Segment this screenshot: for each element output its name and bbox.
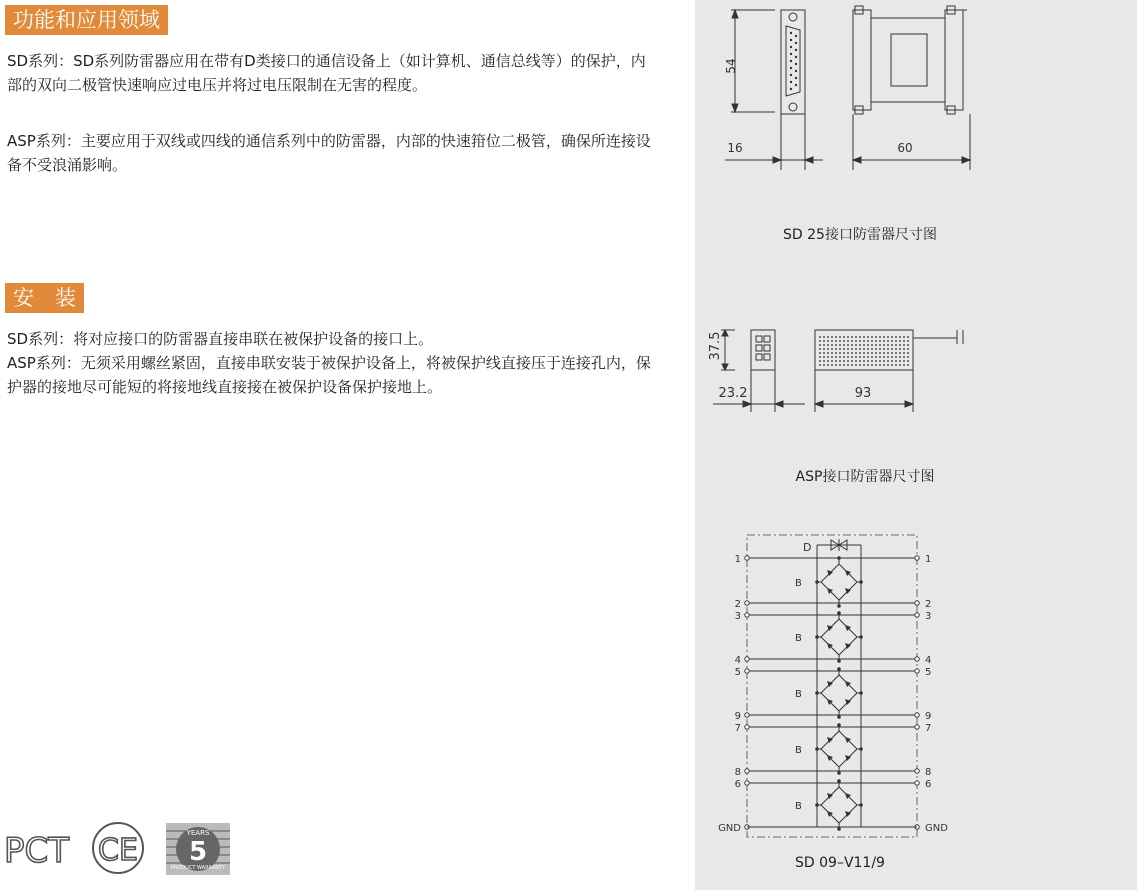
- pin-terminal-right: [915, 657, 919, 661]
- asp-width-dim2: 93: [854, 386, 872, 401]
- pin-label-right: 9: [925, 711, 932, 722]
- pct-logo-text: PCT: [4, 831, 70, 871]
- pin-terminal-right: [915, 781, 919, 785]
- pin-terminal-left: [745, 669, 749, 673]
- pin-label-right: 1: [925, 554, 932, 565]
- sd09-circuit-diagram: [695, 525, 1137, 850]
- asp-height-dim: 37.5: [708, 331, 723, 361]
- pin-label-left: 4: [734, 655, 741, 666]
- pin-terminal-right: [915, 725, 919, 729]
- asp-dimension-drawing: [695, 320, 1137, 420]
- enclosure-outline: [747, 535, 917, 837]
- warranty-years-number: 5: [188, 837, 208, 867]
- pin-label-left: 9: [734, 711, 741, 722]
- sd-series-description: SD系列：SD系列防雷器应用在带有D类接口的通信设备上（如计算机、通信总线等）的保护，内部的双向二极管快速响应过电压并将过电压限制在无害的程度。: [7, 52, 646, 94]
- circuit-caption: SD 09–V11/9: [795, 855, 885, 871]
- sd25-width-dim2: 60: [897, 141, 913, 155]
- pin-label-right: 2: [925, 599, 932, 610]
- pin-label-right: 8: [925, 767, 932, 778]
- pin-terminal-right: [915, 613, 919, 617]
- pin-label-right: 5: [925, 667, 932, 678]
- section-title-installation: 安 装: [5, 283, 84, 313]
- pin-terminal-left: [745, 769, 749, 773]
- pin-terminal-right: [915, 556, 919, 560]
- pin-terminal-left: [745, 601, 749, 605]
- pin-terminal-left: [745, 613, 749, 617]
- diode-bridge: [821, 564, 857, 600]
- sd25-width-dim1: 16: [727, 141, 743, 155]
- ce-logo-text: CE: [98, 833, 138, 868]
- pin-terminal-left: [745, 713, 749, 717]
- certification-logos: [0, 815, 240, 880]
- pin-label-left: 7: [734, 723, 741, 734]
- asp-caption: ASP接口防雷器尺寸图: [795, 469, 935, 485]
- pin-label-left: 6: [734, 779, 741, 790]
- sd25-height-dim: 54: [724, 58, 738, 74]
- pin-terminal-left: [745, 556, 749, 560]
- pin-label-left: 5: [734, 667, 741, 678]
- pin-label-left: 2: [734, 599, 741, 610]
- pin-terminal-right: [915, 601, 919, 605]
- pin-label-left: GND: [718, 823, 741, 834]
- pin-terminal-right: [915, 713, 919, 717]
- warranty-logo: [166, 823, 230, 875]
- bridge-label: B: [795, 689, 802, 700]
- bridge-label: B: [795, 745, 802, 756]
- pin-label-left: 3: [734, 611, 741, 622]
- pin-terminal-left: [745, 725, 749, 729]
- diode-label: D: [803, 541, 812, 554]
- asp-series-description: ASP系列：主要应用于双线或四线的通信系列中的防雷器，内部的快速箝位二极管，确保所连接设备不受浪涌影响。: [7, 132, 651, 174]
- pin-label-right: 4: [925, 655, 932, 666]
- pct-logo: [4, 831, 69, 871]
- asp-series-installation: ASP系列：无须采用螺丝紧固，直接串联安装于被保护设备上，将被保护线直接压于连接孔内，保护器的接地尽可能短的将接地线直接接在被保护设备保护接地上。: [7, 354, 651, 396]
- sd-series-installation: SD系列：将对应接口的防雷器直接串联在被保护设备的接口上。: [7, 330, 434, 348]
- sd25-dimension-drawing: [695, 0, 1137, 200]
- pin-terminal-left: [745, 781, 749, 785]
- pin-label-left: 1: [734, 554, 741, 565]
- warranty-caption: PRODUCT WARRANTY: [170, 865, 226, 871]
- bridge-label: B: [795, 578, 802, 589]
- ce-logo: [93, 823, 143, 873]
- pin-label-right: GND: [925, 823, 948, 834]
- diode-bridge: [821, 731, 857, 767]
- asp-width-dim1: 23.2: [718, 386, 748, 401]
- pin-terminal-right: [915, 769, 919, 773]
- bridge-label: B: [795, 801, 802, 812]
- diode-bridge: [821, 787, 857, 823]
- pin-terminal-right: [915, 669, 919, 673]
- pin-label-right: 7: [925, 723, 932, 734]
- warranty-years-label: YEARS: [186, 829, 210, 837]
- sd25-caption: SD 25接口防雷器尺寸图: [783, 227, 937, 243]
- diode-bridge: [821, 675, 857, 711]
- pin-label-right: 3: [925, 611, 932, 622]
- diagram-panel: [695, 0, 1137, 890]
- pin-terminal-left: [745, 657, 749, 661]
- section-title-functions: 功能和应用领域: [5, 5, 168, 35]
- diode-bridge: [821, 619, 857, 655]
- bridge-label: B: [795, 633, 802, 644]
- pin-label-right: 6: [925, 779, 932, 790]
- pin-label-left: 8: [734, 767, 741, 778]
